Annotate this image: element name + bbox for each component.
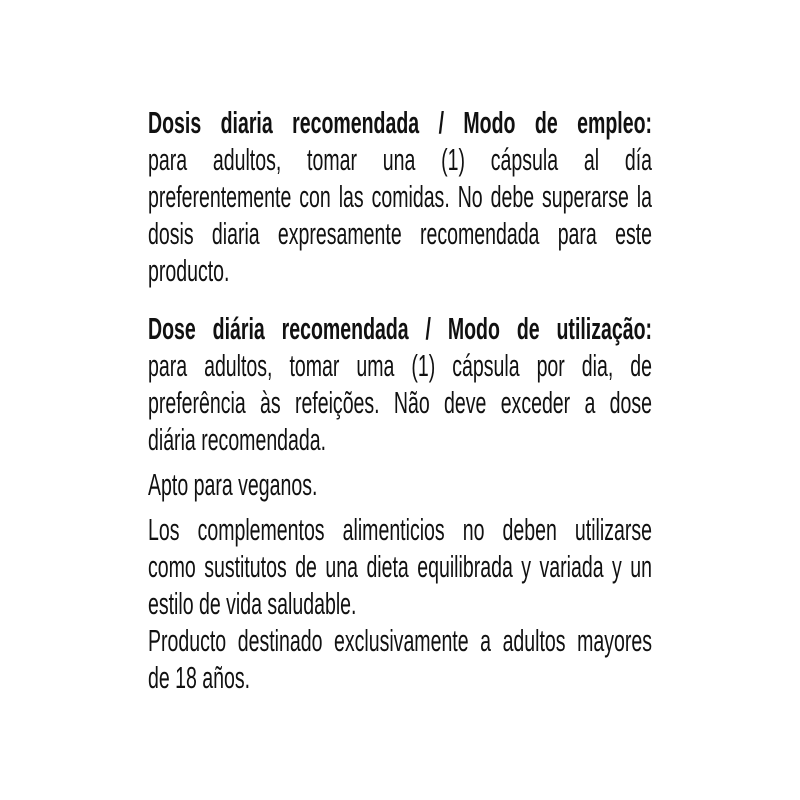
supplement-warning bbox=[148, 511, 652, 622]
text-line: Los complementos alimenticios no deben utilizarse bbox=[148, 512, 652, 547]
spanish-usage-heading: Dosis diaria recomendada / Modo de empleo: bbox=[148, 105, 652, 140]
spanish-usage-section bbox=[148, 104, 652, 289]
text-line: preferência às refeições. Não deve exceder a dose bbox=[148, 385, 652, 420]
text-line: producto. bbox=[148, 253, 230, 288]
portuguese-usage-heading: Dose diária recomendada / Modo de utilização: bbox=[148, 311, 652, 346]
text-line: diária recomendada. bbox=[148, 422, 327, 457]
text-line: de 18 años. bbox=[148, 660, 251, 695]
text-line: como sustitutos de una dieta equilibrada y variada y un bbox=[148, 549, 652, 584]
text-line: Producto destinado exclusivamente a adultos mayores bbox=[148, 623, 652, 658]
text-line: para adultos, tomar una (1) cápsula al día bbox=[148, 142, 652, 177]
text-line: dosis diaria expresamente recomendada para este bbox=[148, 216, 652, 251]
label-text bbox=[148, 104, 652, 696]
adults-only-notice bbox=[148, 622, 652, 696]
text-line: estilo de vida saludable. bbox=[148, 586, 357, 621]
text-line: preferentemente con las comidas. No debe superarse la bbox=[148, 179, 652, 214]
vegan-note: Apto para veganos. bbox=[148, 467, 318, 502]
text-line: para adultos, tomar uma (1) cápsula por dia, de bbox=[148, 348, 652, 383]
portuguese-usage-section bbox=[148, 310, 652, 458]
